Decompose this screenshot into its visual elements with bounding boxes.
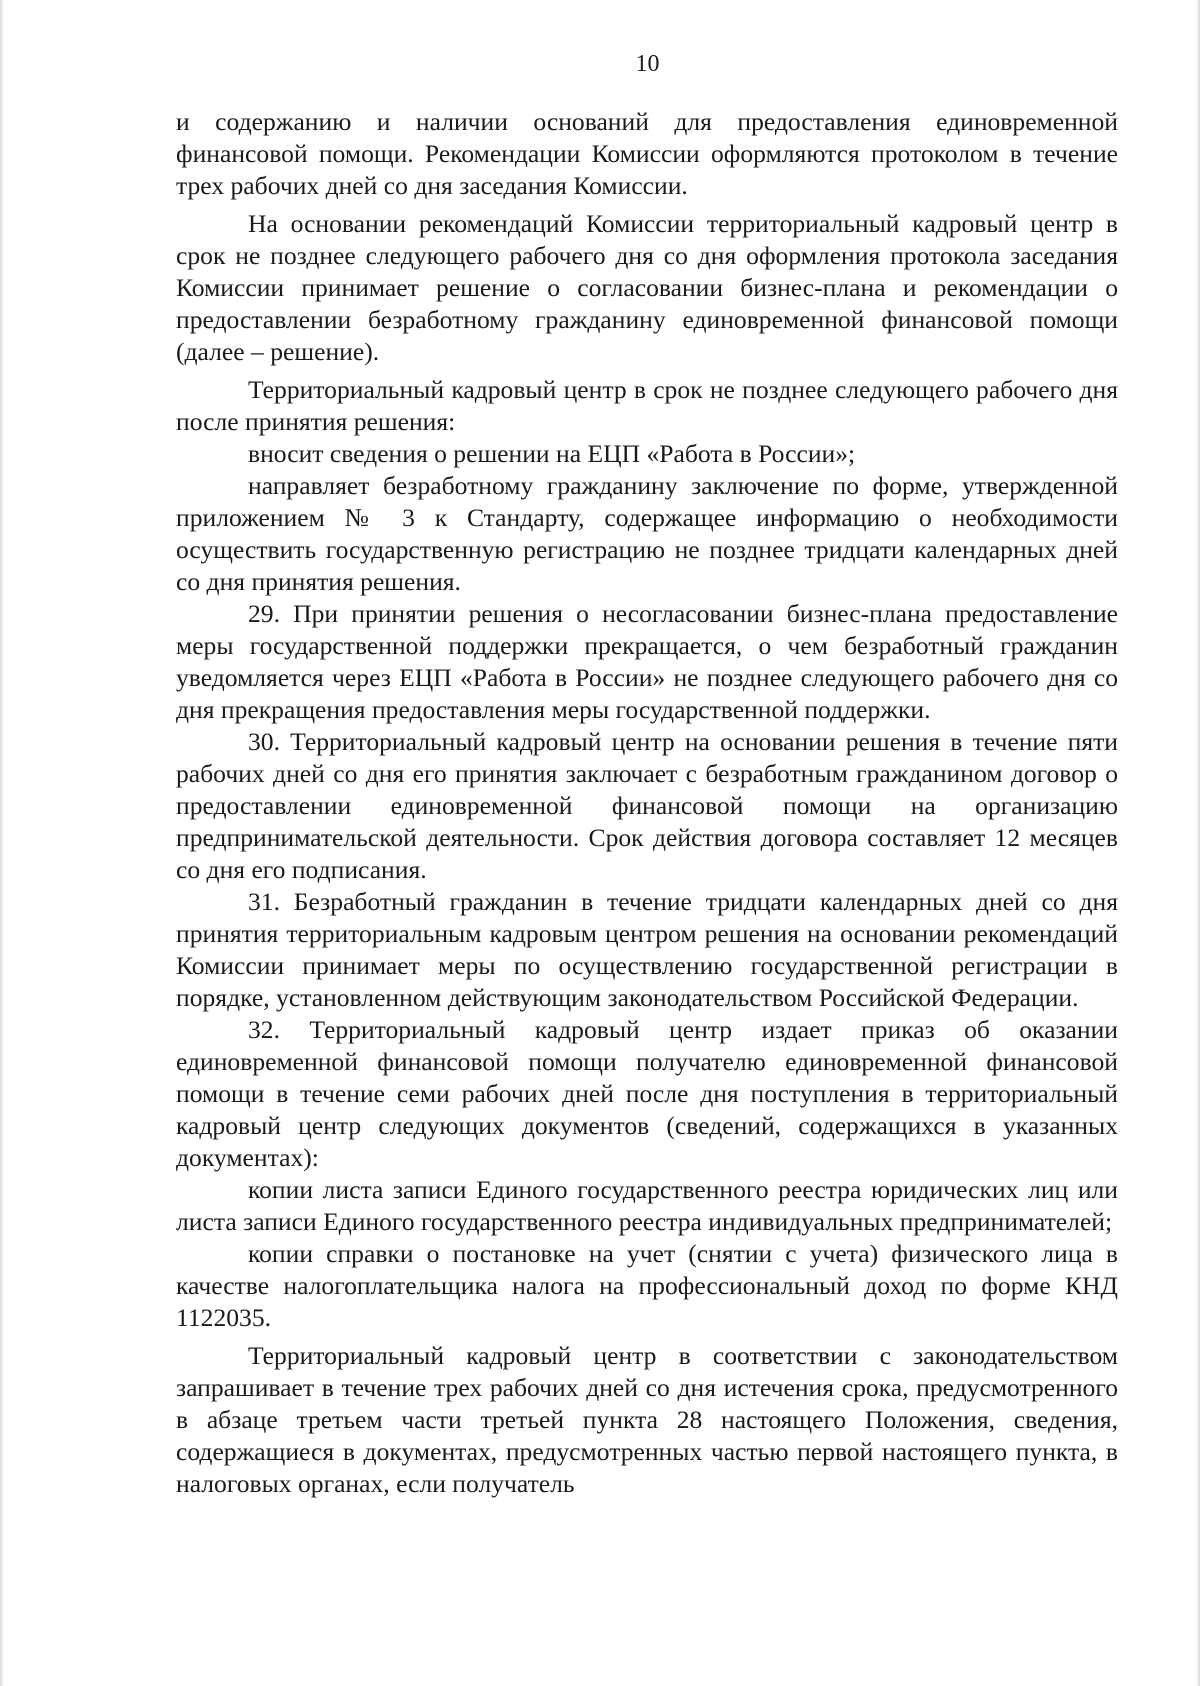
paragraph: копии листа записи Единого государственного реестра юридических лиц или листа записи Единого государственного реестра индивидуальных предпринимателей; [176,1175,1118,1236]
paragraph: Территориальный кадровый центр в соответствии с законодательством запрашивает в течение трех рабочих дней со дня истечения срока, предусмотренного в абзаце третьем части третьей пункта 28 настоящего Положения, сведения, содержащиеся в документах, предусмотренных частью первой настоящего пункта, в налоговых органах, если получатель [176,1341,1118,1498]
paragraph-item-30: 30. Территориальный кадровый центр на основании решения в течение пяти рабочих дней со дня его принятия заключает с безработным гражданином договор о предоставлении единовременной финансовой помощи на организацию предпринимательской деятельности. Срок действия договора составляет 12 месяцев со дня его подписания. [176,727,1118,884]
page-edge-left [0,0,4,1686]
paragraph: Территориальный кадровый центр в срок не позднее следующего рабочего дня после принятия решения: [176,375,1118,436]
paragraph: вносит сведения о решении на ЕЦП «Работа в России»; [248,439,856,468]
page-edge-right [1196,0,1200,1686]
paragraph-item-32: 32. Территориальный кадровый центр издает приказ об оказании единовременной финансовой помощи получателю единовременной финансовой помощи в течение семи рабочих дней после дня поступления в территориальный кадровый центр следующих документов (сведений, содержащихся в указанных документах): [176,1015,1118,1172]
paragraph-item-29: 29. При принятии решения о несогласовании бизнес-плана предоставление меры государственной поддержки прекращается, о чем безработный гражданин уведомляется через ЕЦП «Работа в России» не позднее следующего рабочего дня со дня прекращения предоставления меры государственной поддержки. [176,599,1118,724]
paragraph: направляет безработному гражданину заключение по форме, утвержденной приложением № 3 к Стандарту, содержащее информацию о необходимости осуществить государственную регистрацию не позднее тридцати календарных дней со дня принятия решения. [176,471,1118,596]
paragraph-continuation: и содержанию и наличии оснований для предоставления единовременной финансовой помощи. Рекомендации Комиссии оформляются протоколом в течение трех рабочих дней со дня заседания Комиссии. [176,107,1118,200]
page-number: 10 [635,51,660,77]
paragraph-item-31: 31. Безработный гражданин в течение тридцати календарных дней со дня принятия территориальным кадровым центром решения на основании рекомендаций Комиссии принимает меры по осуществлению государственной регистрации в порядке, установленном действующим законодательством Российской Федерации. [176,887,1118,1012]
document-body [176,106,1118,1500]
paragraph: копии справки о постановке на учет (снятии с учета) физического лица в качестве налогоплательщика налога на профессиональный доход по форме КНД 1122035. [176,1239,1118,1332]
paragraph: На основании рекомендаций Комиссии территориальный кадровый центр в срок не позднее следующего рабочего дня со дня оформления протокола заседания Комиссии принимает решение о согласовании бизнес-плана и рекомендации о предоставлении безработному гражданину единовременной финансовой помощи (далее – решение). [176,209,1118,366]
